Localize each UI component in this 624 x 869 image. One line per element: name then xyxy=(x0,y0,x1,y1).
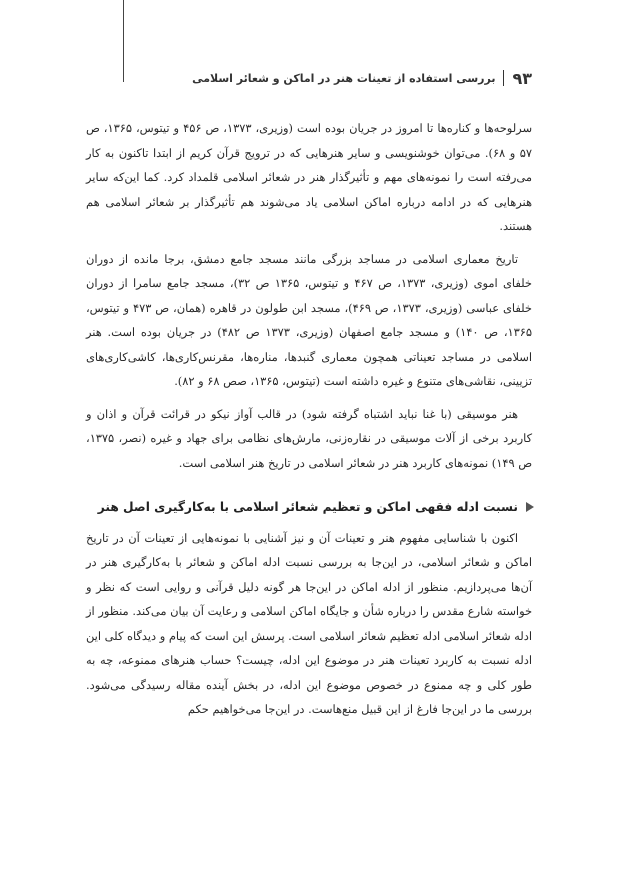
triangle-bullet-icon xyxy=(526,502,534,512)
running-header xyxy=(86,66,532,90)
paragraph: هنر موسیقی (با غنا نباید اشتباه گرفته شود) در قالب آواز نیکو در قرائت قرآن و اذان و کاربرد برخی از آلات موسیقی در نقاره‌زنی، مارش‌های نظامی برای جهاد و غیره (نصر، ۱۳۷۵، ص ۱۴۹) نمونه‌های کاربرد هنر در شعائر اسلامی در تاریخ هنر اسلامی است. xyxy=(86,406,532,470)
section-heading xyxy=(86,495,532,520)
running-title: بررسی استفاده از تعینات هنر در اماکن و شعائر اسلامی xyxy=(192,71,496,85)
section-title: نسبت ادله فقهی اماکن و تعظیم شعائر اسلامی با به‌کارگیری اصل هنر xyxy=(97,500,518,514)
paragraph: اکنون با شناسایی مفهوم هنر و تعینات آن و نیز آشنایی با نمونه‌هایی از تعینات آن در تاریخ اماکن و شعائر اسلامی، در این‌جا به بررسی نسبت ادله اماکن و شعائر با به‌کارگیری هنر در آن‌ها می‌پردازیم. منظور از ادله اماکن در این‌جا هر گونه دلیل قرآنی و روایی است که نظر و خواسته شارع مقدس را درباره شأن و جایگاه اماکن اسلامی و رعایت آن بیان می‌کند. منظور از ادله شعائر اسلامی ادله تعظیم شعائر اسلامی است. پرسش این است که پیام و دیدگاه کلی این ادله نسبت به کاربرد تعینات هنر در موضوع این ادله، چیست؟ حساب هنرهای ممنوعه، چه به طور کلی و چه ممنوع در خصوص موضوع این ادله، در بخش آینده مقاله رسیدگی می‌شود. بررسی ما در این‌جا فارغ از این قبیل منع‌هاست. در این‌جا می‌خواهیم حکم xyxy=(86,530,532,716)
header-separator xyxy=(503,70,504,86)
page-number: ۹۳ xyxy=(512,68,532,88)
paragraph: تاریخ معماری اسلامی در مساجد بزرگی مانند مسجد جامع دمشق، برجا مانده از دوران خلفای اموی (وزیری، ۱۳۷۳، ص ۴۶۷ و تیتوس، ۱۳۶۵ ص ۳۲)، مسجد جامع سامرا از دوران خلفای عباسی (وزیری، ۱۳۷۳، ص ۴۶۹)، مسجد ابن طولون در قاهره (همان، ص ۴۷۳ و تیتوس، ۱۳۶۵، ص ۱۴۰) و مسجد جامع اصفهان (وزیری، ۱۳۷۳ ص ۴۸۲) در جریان بوده است. هنر اسلامی در مساجد تعیناتی همچون معماری گنبدها، مناره‌ها، مقرنس‌کاری‌ها، کاشی‌کاری‌های تزیینی، نقاشی‌های متنوع و غیره داشته است (تیتوس، ۱۳۶۵، صص ۶۸ و ۸۲). xyxy=(86,251,532,388)
body-text xyxy=(86,116,532,730)
paragraph: سرلوحه‌ها و کناره‌ها تا امروز در جریان بوده است (وزیری، ۱۳۷۳، ص ۴۵۶ و تیتوس، ۱۳۶۵، ص ۵۷ و ۶۸). می‌توان خوشنویسی و سایر هنرهایی که در ترویج قرآن کریم از ابتدا تاکنون به کار می‌رفته است را نمونه‌های مهم و تأثیرگذار هنر در شعائر اسلامی قلمداد کرد. کما این‌که سایر هنرهایی که در ادامه درباره اماکن اسلامی یاد می‌شوند هم تأثیرگذار بر شعائر اسلامی هم هستند. xyxy=(86,121,532,233)
